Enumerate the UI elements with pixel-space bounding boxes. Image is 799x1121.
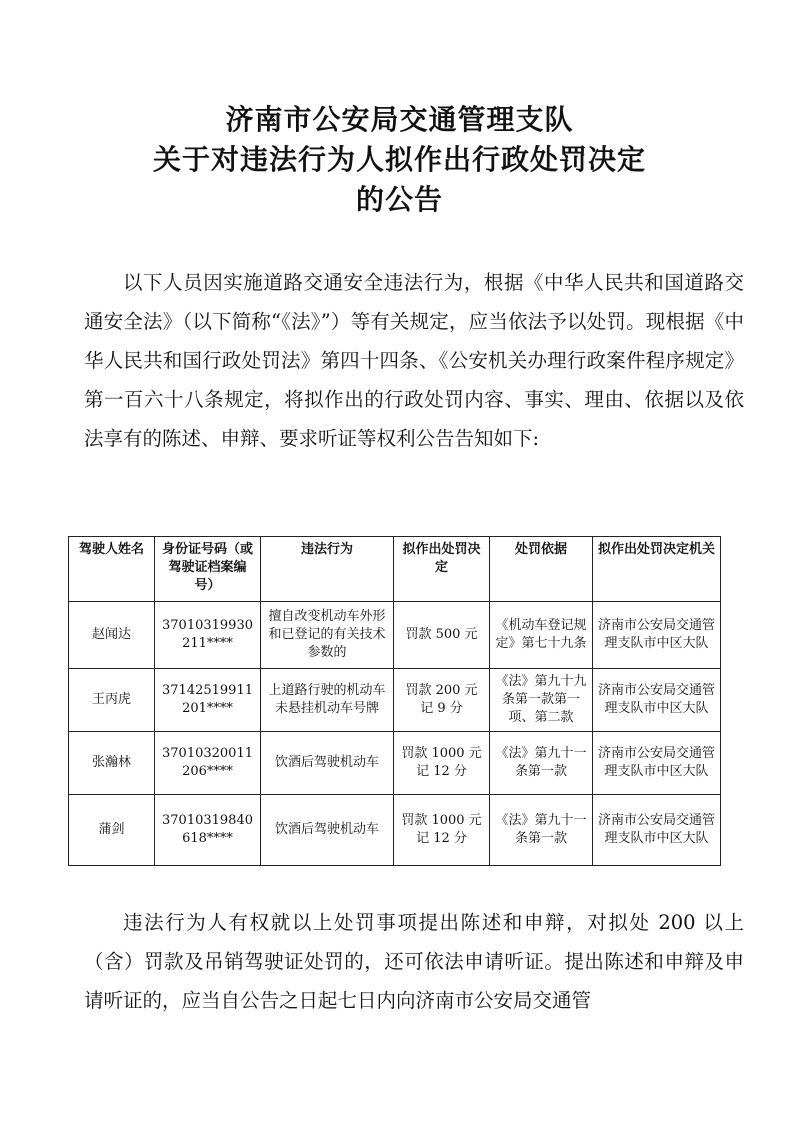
title-line-2: 关于对违法行为人拟作出行政处罚决定 bbox=[152, 143, 646, 176]
penalty-table bbox=[68, 536, 721, 866]
cell-penalty: 罚款 1000 元 记 12 分 bbox=[394, 795, 490, 866]
cell-penalty: 罚款 1000 元 记 12 分 bbox=[394, 732, 490, 795]
header-id-number: 身份证号码（或驾驶证档案编号） bbox=[155, 537, 261, 602]
cell-id: 37010320011206**** bbox=[155, 732, 261, 795]
cell-id: 37010319930211**** bbox=[155, 602, 261, 669]
cell-basis: 《机动车登记规 定》第七十九条 bbox=[490, 602, 593, 669]
cell-name: 王丙虎 bbox=[69, 669, 155, 732]
table-row bbox=[69, 795, 721, 866]
table-header-row bbox=[69, 537, 721, 602]
table-row bbox=[69, 732, 721, 795]
cell-name: 赵闻达 bbox=[69, 602, 155, 669]
cell-basis: 《法》第九十一条第一款 bbox=[490, 732, 593, 795]
cell-violation: 擅自改变机动车外形和已登记的有关技术参数的 bbox=[261, 602, 394, 669]
table-row bbox=[69, 669, 721, 732]
cell-violation: 上道路行驶的机动车未悬挂机动车号牌 bbox=[261, 669, 394, 732]
title-line-1: 济南市公安局交通管理支队 bbox=[225, 103, 574, 136]
cell-authority: 济南市公安局交通管理支队市中区大队 bbox=[593, 795, 721, 866]
cell-name: 张瀚林 bbox=[69, 732, 155, 795]
cell-violation: 饮酒后驾驶机动车 bbox=[261, 795, 394, 866]
cell-id: 37010319840618**** bbox=[155, 795, 261, 866]
cell-penalty: 罚款 200 元 记 9 分 bbox=[394, 669, 490, 732]
cell-basis: 《法》第九十九条第一款第一项、第二款 bbox=[490, 669, 593, 732]
cell-authority: 济南市公安局交通管理支队市中区大队 bbox=[593, 602, 721, 669]
table-row bbox=[69, 602, 721, 669]
cell-basis: 《法》第九十一条第一款 bbox=[490, 795, 593, 866]
closing-paragraph: 违法行为人有权就以上处罚事项提出陈述和申辩，对拟处 200 以上（含）罚款及吊销驾驶证处罚的，还可依法申请听证。提出陈述和申辩及申请听证的，应当自公告之日起七日内向济南市公安局交通管 bbox=[84, 911, 744, 1012]
cell-authority: 济南市公安局交通管理支队市中区大队 bbox=[593, 732, 721, 795]
header-driver-name: 驾驶人姓名 bbox=[69, 537, 155, 602]
cell-penalty: 罚款 500 元 bbox=[394, 602, 490, 669]
cell-id: 37142519911201**** bbox=[155, 669, 261, 732]
cell-name: 蒲剑 bbox=[69, 795, 155, 866]
intro-paragraph: 以下人员因实施道路交通安全违法行为，根据《中华人民共和国道路交通安全法》（以下简称“《法》”）等有关规定，应当依法予以处罚。现根据《中华人民共和国行政处罚法》第四十四条、《公安机关办理行政案件程序规定》第一百六十八条规定，将拟作出的行政处罚内容、事实、理由、依据以及依法享有的陈述、申辩、要求听证等权利公告告知如下: bbox=[84, 271, 744, 450]
cell-authority: 济南市公安局交通管理支队市中区大队 bbox=[593, 669, 721, 732]
header-authority: 拟作出处罚决定机关 bbox=[593, 537, 721, 602]
title-line-3: 的公告 bbox=[355, 183, 443, 216]
cell-violation: 饮酒后驾驶机动车 bbox=[261, 732, 394, 795]
header-violation: 违法行为 bbox=[261, 537, 394, 602]
header-penalty: 拟作出处罚决定 bbox=[394, 537, 490, 602]
header-basis: 处罚依据 bbox=[490, 537, 593, 602]
